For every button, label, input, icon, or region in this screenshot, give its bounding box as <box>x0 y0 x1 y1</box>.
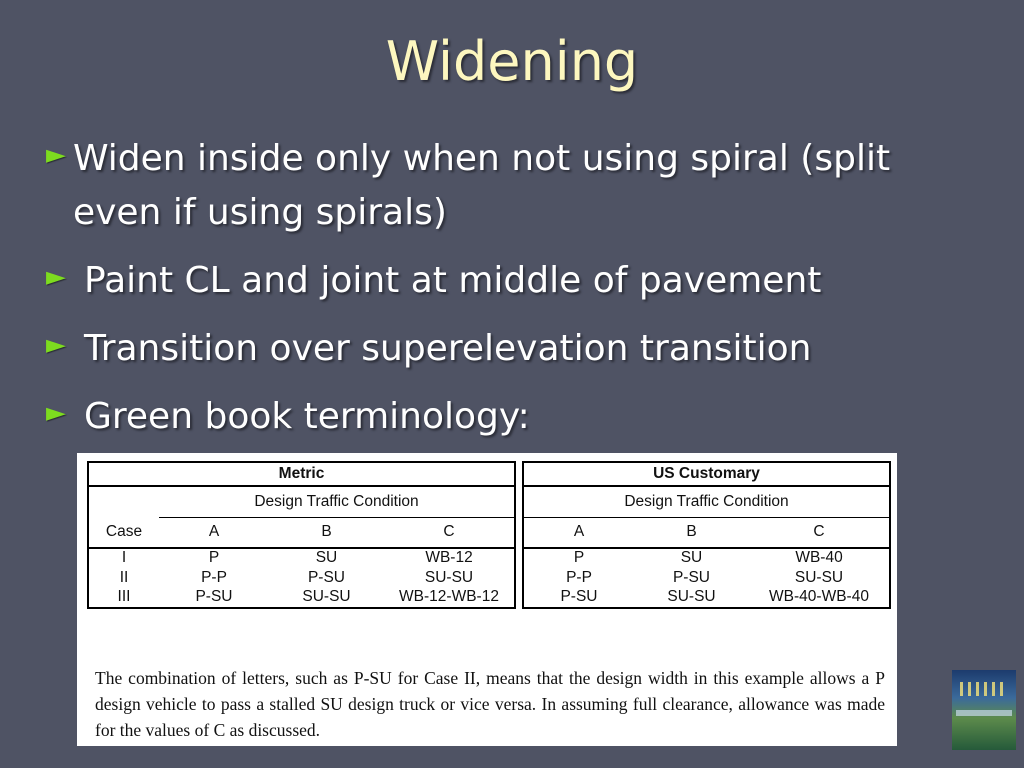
column-header: B <box>269 518 384 548</box>
table-row <box>88 588 890 608</box>
bullet-text: Green book terminology: <box>84 396 530 437</box>
us-cell: SU-SU <box>749 568 890 588</box>
bullet-item <box>46 390 926 444</box>
metric-cell: P-SU <box>307 568 346 586</box>
us-customary-header: US Customary <box>523 462 890 486</box>
thumbnail-strip-decoration <box>956 710 1012 716</box>
case-column-header: Case <box>88 518 159 548</box>
metric-cell: P-P <box>201 568 227 586</box>
us-cell: SU <box>680 549 703 566</box>
bullet-text: Widen inside only when not using spiral (split even if using spirals) <box>72 138 891 233</box>
metric-cell: SU-SU <box>384 568 515 588</box>
column-header: A <box>523 518 634 548</box>
city-lights-decoration <box>960 682 1008 696</box>
bullet-text: Transition over superelevation transition <box>84 328 812 369</box>
us-cell: P-P <box>523 568 634 588</box>
column-header: A <box>159 518 269 548</box>
bullet-text: Paint CL and joint at middle of pavement <box>84 260 822 301</box>
bullet-list <box>46 132 926 458</box>
metric-cell: WB-12-WB-12 <box>384 588 515 608</box>
column-header: C <box>384 518 515 548</box>
case-cell: III <box>88 588 159 608</box>
bullet-item <box>46 132 926 240</box>
column-header: B <box>634 518 749 548</box>
column-header: C <box>749 518 890 548</box>
metric-cell: P <box>208 549 220 566</box>
us-cell: WB-40 <box>749 548 890 568</box>
terminology-figure <box>77 453 897 746</box>
bullet-arrow-icon: ► <box>46 262 66 292</box>
bullet-item <box>46 322 926 376</box>
metric-header: Metric <box>88 462 515 486</box>
metric-cell: P-SU <box>159 588 269 608</box>
metric-cell: SU <box>315 549 338 566</box>
case-cell: I <box>88 548 159 568</box>
table-row <box>88 568 890 588</box>
bullet-arrow-icon: ► <box>46 140 66 170</box>
city-thumbnail-image <box>952 670 1016 750</box>
bullet-arrow-icon: ► <box>46 330 66 360</box>
bullet-item <box>46 254 926 308</box>
table-row <box>88 548 890 568</box>
us-cell: WB-40-WB-40 <box>749 588 890 608</box>
metric-cell: SU-SU <box>269 588 384 608</box>
us-condition-header: Design Traffic Condition <box>523 486 890 518</box>
us-cell: P-SU <box>523 588 634 608</box>
metric-condition-header: Design Traffic Condition <box>159 486 515 518</box>
design-traffic-table <box>87 461 891 609</box>
us-cell: SU-SU <box>634 588 749 608</box>
us-cell: P-SU <box>672 568 711 586</box>
metric-cell: WB-12 <box>384 548 515 568</box>
us-cell: P <box>523 548 634 568</box>
slide-title: Widening <box>385 30 639 93</box>
case-cell: II <box>88 568 159 588</box>
bullet-arrow-icon: ► <box>46 398 66 428</box>
figure-caption: The combination of letters, such as P-SU for Case II, means that the design width in this example allows a P design vehicle to pass a stalled SU design truck or vice versa. In assuming full clearance, allowance was made for the values of C as discussed. <box>95 668 885 740</box>
